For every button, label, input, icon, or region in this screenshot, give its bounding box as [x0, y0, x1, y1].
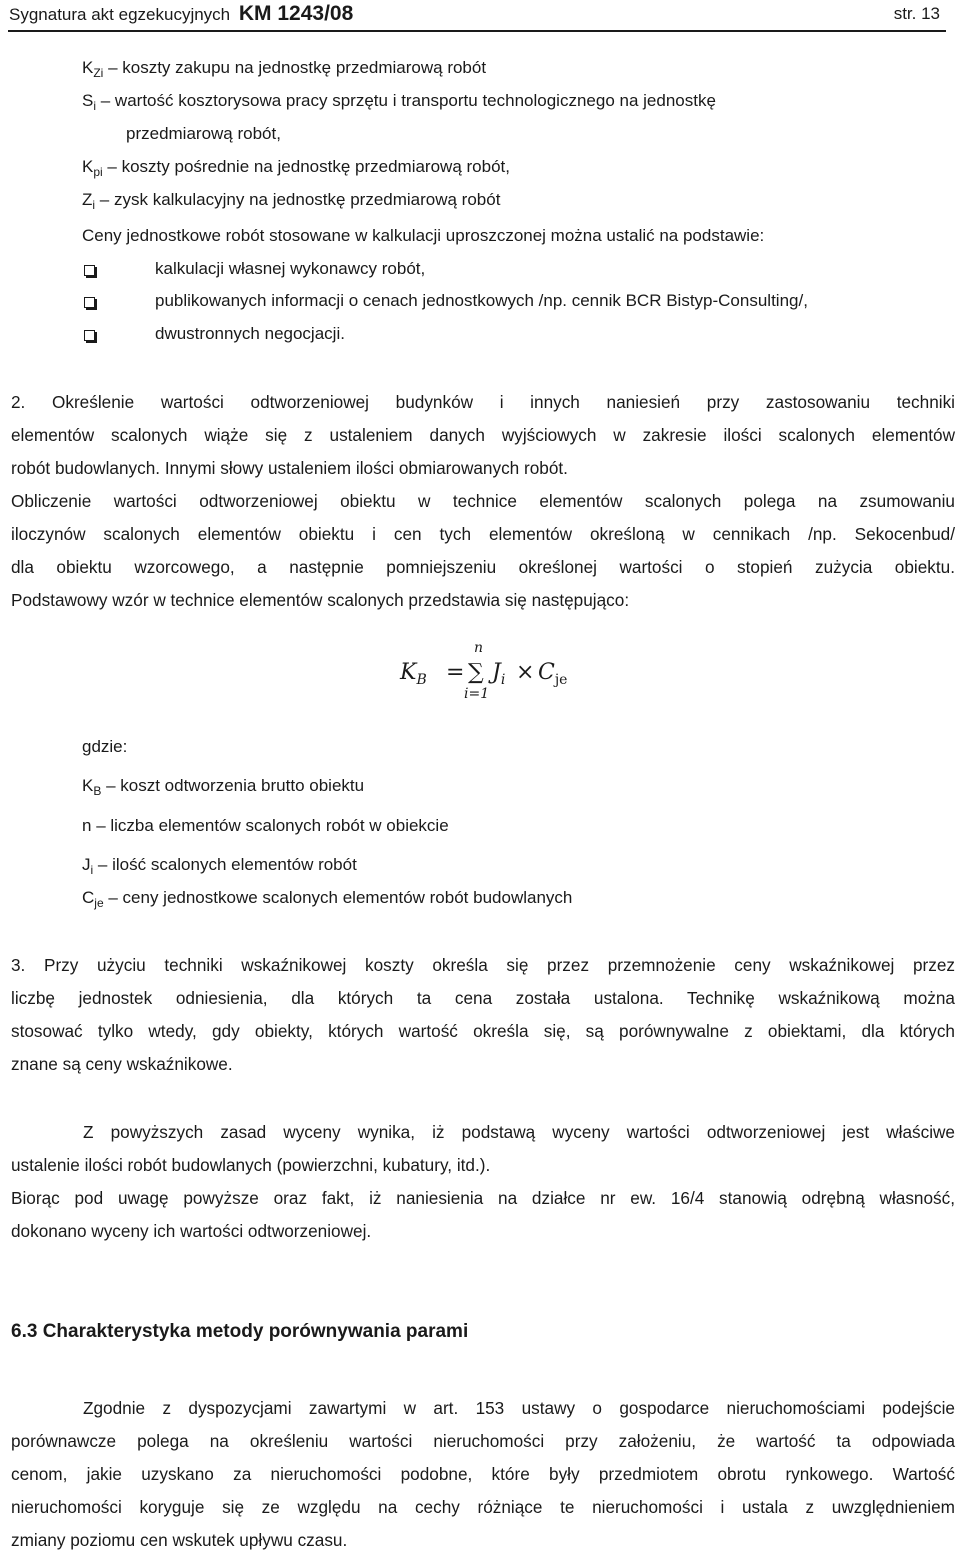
checkbox-bullet-icon — [84, 265, 95, 276]
header-text: Sygnatura akt egzekucyjnych — [9, 5, 231, 24]
bullet-item: kalkulacji własnej wykonawcy robót, — [155, 259, 426, 278]
checkbox-bullet-icon — [84, 297, 95, 308]
definition-kpi: $K_{pi}$ – koszty pośrednie na jednostkę przedmiarową robót, — [82, 157, 510, 179]
paragraph-2: 2. Określenie wartości odtworzeniowej budynków i innych naniesień przy zastosowaniu techniki elementów scalonych wiąże się z ustaleniem danych wyjściowych w zakresie ilości scalonych elementów robót budowlanych. Innymi słowy ustaleniem ilości obmiarowanych robót. Obliczenie wartości odtworzeniowej obiektu w technice elementów scalonych polega na zsumowaniu iloczynów scalonych elementów obiektu i cen tych elementów określoną w cennikach /np. Sekocenbud/ dla obiektu wzorcowego, a następnie pomniejszeniu określonej wartości o stopień zużycia obiektu. Podstawowy wzór w technice elementów scalonych przedstawia się następująco: — [11, 392, 955, 610]
paragraph-4: Z powyższych zasad wyceny wynika, iż podstawą wyceny wartości odtworzeniowej jest właściwe ustalenie ilości robót budowlanych (powierzchni, kubatury, itd.). — [11, 1122, 955, 1175]
section-heading: 6.3 Charakterystyka metody porównywania parami — [11, 1321, 469, 1342]
definition-kb: $K_B$ – koszt odtworzenia brutto obiektu — [82, 776, 365, 798]
definition-cje: $C_{je}$ – ceny jednostkowe scalonych elementów robót budowlanych — [82, 888, 573, 910]
checkbox-bullet-icon — [84, 330, 95, 341]
bullet-item: dwustronnych negocjacji. — [155, 324, 345, 343]
definition-kzi: $K_{Zi}$ – koszty zakupu na jednostkę przedmiarową robót — [82, 58, 487, 80]
definition-si-continued: przedmiarową robót, — [126, 124, 281, 143]
paragraph-6: Zgodnie z dyspozycjami zawartymi w art. 153 ustawy o gospodarce nieruchomościami podejście porównawcze polega na określeniu wartości nieruchomości przy założeniu, że wartość ta odpowiada cenom, jakie uzyskano za nieruchomości podobne, które były przedmiotem obrotu rynkowego. Wartość nieruchomości koryguje się ze względu na cechy różniące te nieruchomości i ustala z uwzględnieniem zmiany poziomu cen wskutek upływu czasu. — [11, 1398, 955, 1550]
sum-symbol: ∑ — [468, 660, 484, 685]
header-divider — [8, 30, 946, 32]
prices-intro: Ceny jednostkowe robót stosowane w kalkulacji uproszczonej można ustalić na podstawie: — [82, 226, 765, 245]
formula-kb: $K_B$ = n ∑ i=1 $J_i$ × $C_{je}$ — [400, 640, 568, 702]
paragraph-3: 3. Przy użyciu techniki wskaźnikowej koszty określa się przez przemnożenie ceny wskaźnikowej przez liczbę jednostek odniesienia, dla których ta cena została ustalona. Technikę wskaźnikową można stosować tylko wtedy, gdy obiekty, których wartość określa się, są porównywalne z obiektami, dla których znane są ceny wskaźnikowe. — [11, 955, 955, 1074]
definition-ji: $J_i$ – ilość scalonych elementów robót — [82, 855, 357, 877]
where-label: gdzie: — [82, 737, 128, 756]
definition-zi: $Z_i$ – zysk kalkulacyjny na jednostkę przedmiarową robót — [82, 190, 501, 212]
definition-si: $S_i$ – wartość kosztorysowa pracy sprzętu i transportu technologicznego na jednostkę — [82, 91, 716, 113]
page-number: str. 13 — [893, 4, 940, 23]
header-case-label — [9, 2, 353, 26]
bullet-item: publikowanych informacji o cenach jednostkowych /np. cennik BCR Bistyp-Consulting/, — [155, 291, 808, 310]
definition-n: n – liczba elementów scalonych robót w obiekcie — [82, 816, 449, 835]
paragraph-5: Biorąc pod uwagę powyższe oraz fakt, iż naniesienia na działce nr ew. 16/4 stanowią odrębną własność, dokonano wyceny ich wartości odtworzeniowej. — [11, 1188, 955, 1241]
case-number: KM 1243/08 — [238, 2, 354, 25]
